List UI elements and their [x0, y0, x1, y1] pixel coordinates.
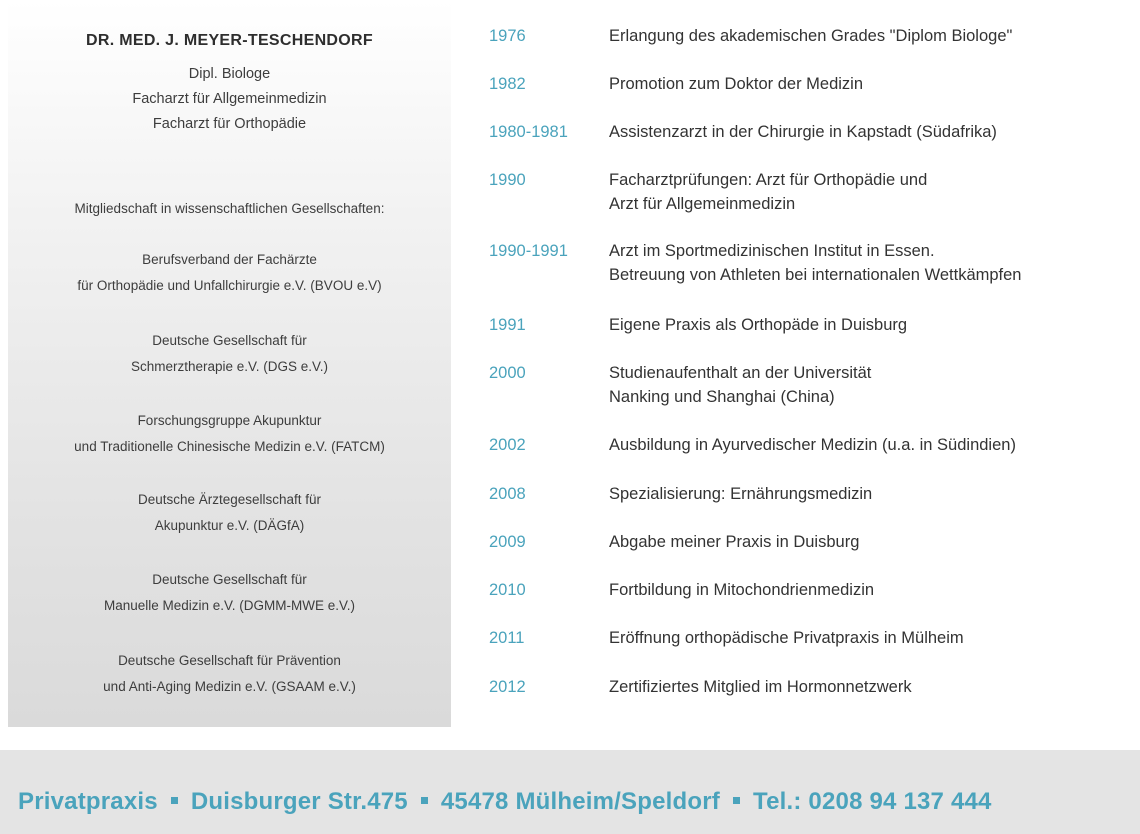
timeline-text — [609, 530, 859, 554]
membership-line: Berufsverband der Fachärzte — [142, 252, 317, 267]
street-address: Duisburger Str.475 — [190, 788, 408, 815]
timeline-text-line: Nanking und Shanghai (China) — [609, 388, 835, 406]
timeline-year: 2009 — [489, 533, 526, 551]
doctor-title-line: Dipl. Biologe — [188, 66, 271, 82]
timeline-text-line: Assistenzarzt in der Chirurgie in Kapstadt (Südafrika) — [609, 123, 997, 141]
phone-number[interactable]: Tel.: 0208 94 137 444 — [753, 788, 992, 815]
membership-item — [8, 487, 451, 539]
doctor-name: DR. MED. J. MEYER-TESCHENDORF — [86, 32, 373, 49]
timeline-text — [609, 482, 872, 506]
membership-line: Akupunktur e.V. (DÄGfA) — [154, 518, 305, 533]
timeline-text-line: Zertifiziertes Mitglied im Hormonnetzwerk — [609, 678, 912, 696]
timeline-text — [609, 433, 1016, 457]
timeline-year: 1991 — [489, 316, 526, 334]
membership-line: und Traditionelle Chinesische Medizin e.V. (FATCM) — [74, 439, 385, 454]
doctor-titles — [8, 62, 451, 137]
square-bullet-icon — [171, 797, 178, 804]
square-bullet-icon — [421, 797, 428, 804]
timeline-text-line: Arzt im Sportmedizinischen Institut in Essen. — [609, 242, 935, 260]
city-address: 45478 Mülheim/Speldorf — [440, 788, 720, 815]
memberships-heading: Mitgliedschaft in wissenschaftlichen Gesellschaften: — [74, 201, 385, 216]
membership-item — [8, 247, 451, 299]
timeline-text-line: Studienaufenthalt an der Universität — [609, 364, 872, 382]
doctor-title-line: Facharzt für Orthopädie — [152, 116, 307, 132]
contact-footer — [0, 750, 1140, 834]
timeline-year: 2008 — [489, 485, 526, 503]
timeline-year: 1982 — [489, 75, 526, 93]
timeline-year: 2010 — [489, 581, 526, 599]
timeline-text — [609, 120, 997, 144]
contact-line — [18, 788, 992, 816]
timeline-text-line: Erlangung des akademischen Grades "Diplom Biologe" — [609, 27, 1013, 45]
membership-line: Manuelle Medizin e.V. (DGMM-MWE e.V.) — [103, 598, 356, 613]
practice-label: Privatpraxis — [18, 788, 158, 815]
timeline-text — [609, 675, 912, 699]
membership-line: Deutsche Gesellschaft für — [152, 333, 307, 348]
membership-item — [8, 328, 451, 380]
timeline-year: 1990 — [489, 171, 526, 189]
timeline-text — [609, 578, 874, 602]
membership-line: Deutsche Gesellschaft für — [152, 572, 307, 587]
timeline-text — [609, 361, 871, 409]
membership-item — [8, 408, 451, 460]
timeline-year: 1980-1981 — [489, 123, 568, 141]
timeline-text — [609, 626, 964, 650]
timeline-year: 1976 — [489, 27, 526, 45]
timeline-text — [609, 239, 1021, 287]
timeline-year: 2000 — [489, 364, 526, 382]
membership-line: Forschungsgruppe Akupunktur — [137, 413, 322, 428]
timeline-text-line: Facharztprüfungen: Arzt für Orthopädie und — [609, 171, 928, 189]
doctor-title-line: Facharzt für Allgemeinmedizin — [132, 91, 327, 107]
timeline-text-line: Promotion zum Doktor der Medizin — [609, 75, 864, 93]
timeline-text-line: Spezialisierung: Ernährungsmedizin — [609, 485, 873, 503]
timeline-text — [609, 72, 863, 96]
timeline-text-line: Ausbildung in Ayurvedischer Medizin (u.a. in Südindien) — [609, 436, 1016, 454]
timeline-text-line: Eigene Praxis als Orthopäde in Duisburg — [609, 316, 908, 334]
timeline-year: 1990-1991 — [489, 242, 568, 260]
timeline-text — [609, 24, 1012, 48]
timeline-text-line: Betreuung von Athleten bei internationalen Wettkämpfen — [609, 266, 1022, 284]
timeline-year: 2012 — [489, 678, 526, 696]
timeline-text — [609, 313, 907, 337]
timeline-year: 2011 — [489, 629, 525, 647]
square-bullet-icon — [733, 797, 740, 804]
membership-line: für Orthopädie und Unfallchirurgie e.V. (BVOU e.V) — [77, 278, 382, 293]
membership-item — [8, 567, 451, 619]
timeline-text-line: Arzt für Allgemeinmedizin — [609, 195, 796, 213]
profile-panel — [8, 0, 451, 727]
membership-line: Deutsche Gesellschaft für Prävention — [118, 653, 341, 668]
membership-item — [8, 648, 451, 700]
membership-line: und Anti-Aging Medizin e.V. (GSAAM e.V.) — [103, 679, 356, 694]
timeline-year: 2002 — [489, 436, 526, 454]
timeline-text-line: Abgabe meiner Praxis in Duisburg — [609, 533, 860, 551]
membership-line: Schmerztherapie e.V. (DGS e.V.) — [130, 359, 329, 374]
membership-line: Deutsche Ärztegesellschaft für — [137, 492, 322, 507]
timeline-text-line: Fortbildung in Mitochondrienmedizin — [609, 581, 875, 599]
timeline-text — [609, 168, 927, 216]
timeline-text-line: Eröffnung orthopädische Privatpraxis in Mülheim — [609, 629, 964, 647]
